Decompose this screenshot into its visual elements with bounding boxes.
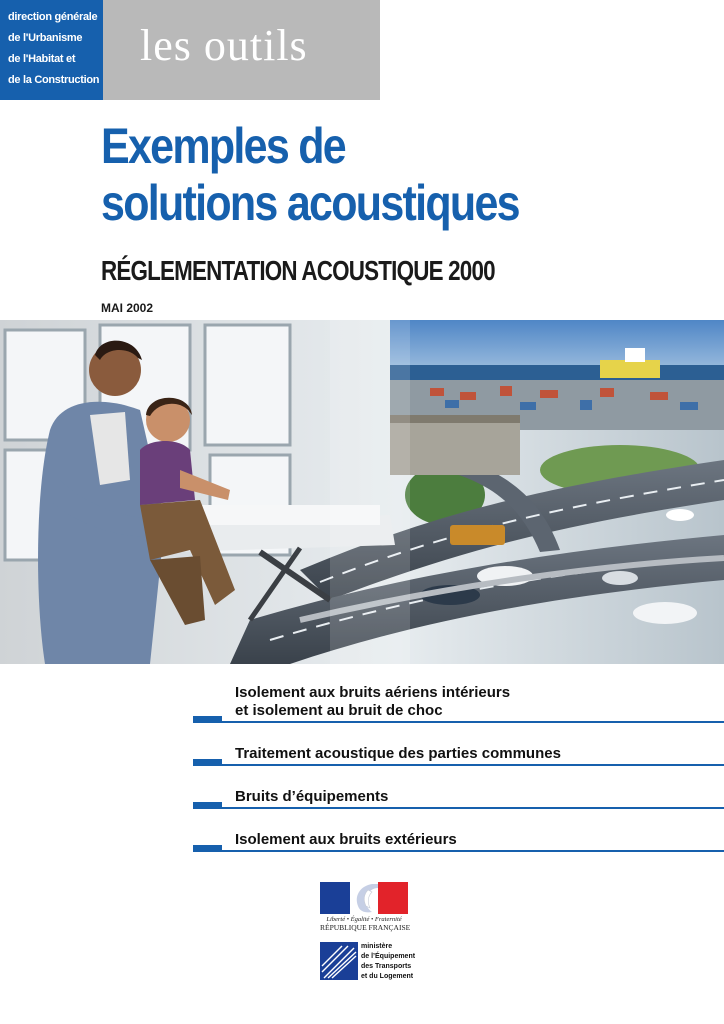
direction-label — [0, 0, 103, 100]
cover-photo-illustration — [0, 320, 724, 664]
ministry-line: des Transports — [361, 963, 412, 970]
republic-motto: Liberté • Égalité • Fraternité — [326, 916, 402, 923]
ministry-line: et du Logement — [361, 973, 414, 980]
document-title — [101, 118, 519, 232]
topic-1-line-2: et isolement au bruit de choc — [235, 702, 443, 719]
topic-3: Bruits d’équipements — [235, 788, 389, 805]
document-subtitle: RÉGLEMENTATION ACOUSTIQUE 2000 — [101, 255, 495, 286]
direction-line: de l'Habitat et — [8, 53, 76, 65]
marianne-icon — [350, 882, 378, 914]
cover-photo — [0, 320, 724, 664]
topic-2-rule — [193, 764, 724, 766]
tricolor-flag-icon — [320, 882, 408, 914]
series-title: les outils — [140, 21, 308, 70]
publication-date: MAI 2002 — [101, 301, 154, 315]
topic-1-rule — [193, 721, 724, 723]
topic-2: Traitement acoustique des parties communes — [235, 745, 561, 762]
direction-line: de l'Urbanisme — [8, 32, 83, 44]
topic-4: Isolement aux bruits extérieurs — [235, 831, 457, 848]
topic-3-rule — [193, 807, 724, 809]
topic-4-rule — [193, 850, 724, 852]
ministry-line: ministère — [361, 943, 393, 950]
marianne-logo — [320, 882, 411, 932]
title-line-1: Exemples de — [101, 118, 345, 174]
ministry-logo-icon — [320, 942, 358, 980]
direction-line: de la Construction — [8, 74, 100, 86]
republic-name: RÉPUBLIQUE FRANÇAISE — [320, 923, 411, 932]
topic-1-line-1: Isolement aux bruits aériens intérieurs — [235, 684, 511, 701]
topic-1 — [235, 684, 510, 720]
title-line-2: solutions acoustiques — [101, 175, 519, 231]
ministry-name — [361, 942, 415, 982]
series-band — [103, 0, 380, 100]
ministry-line: de l’Équipement — [361, 953, 416, 960]
ministry-logo — [320, 942, 358, 980]
direction-line: direction générale — [8, 11, 98, 23]
